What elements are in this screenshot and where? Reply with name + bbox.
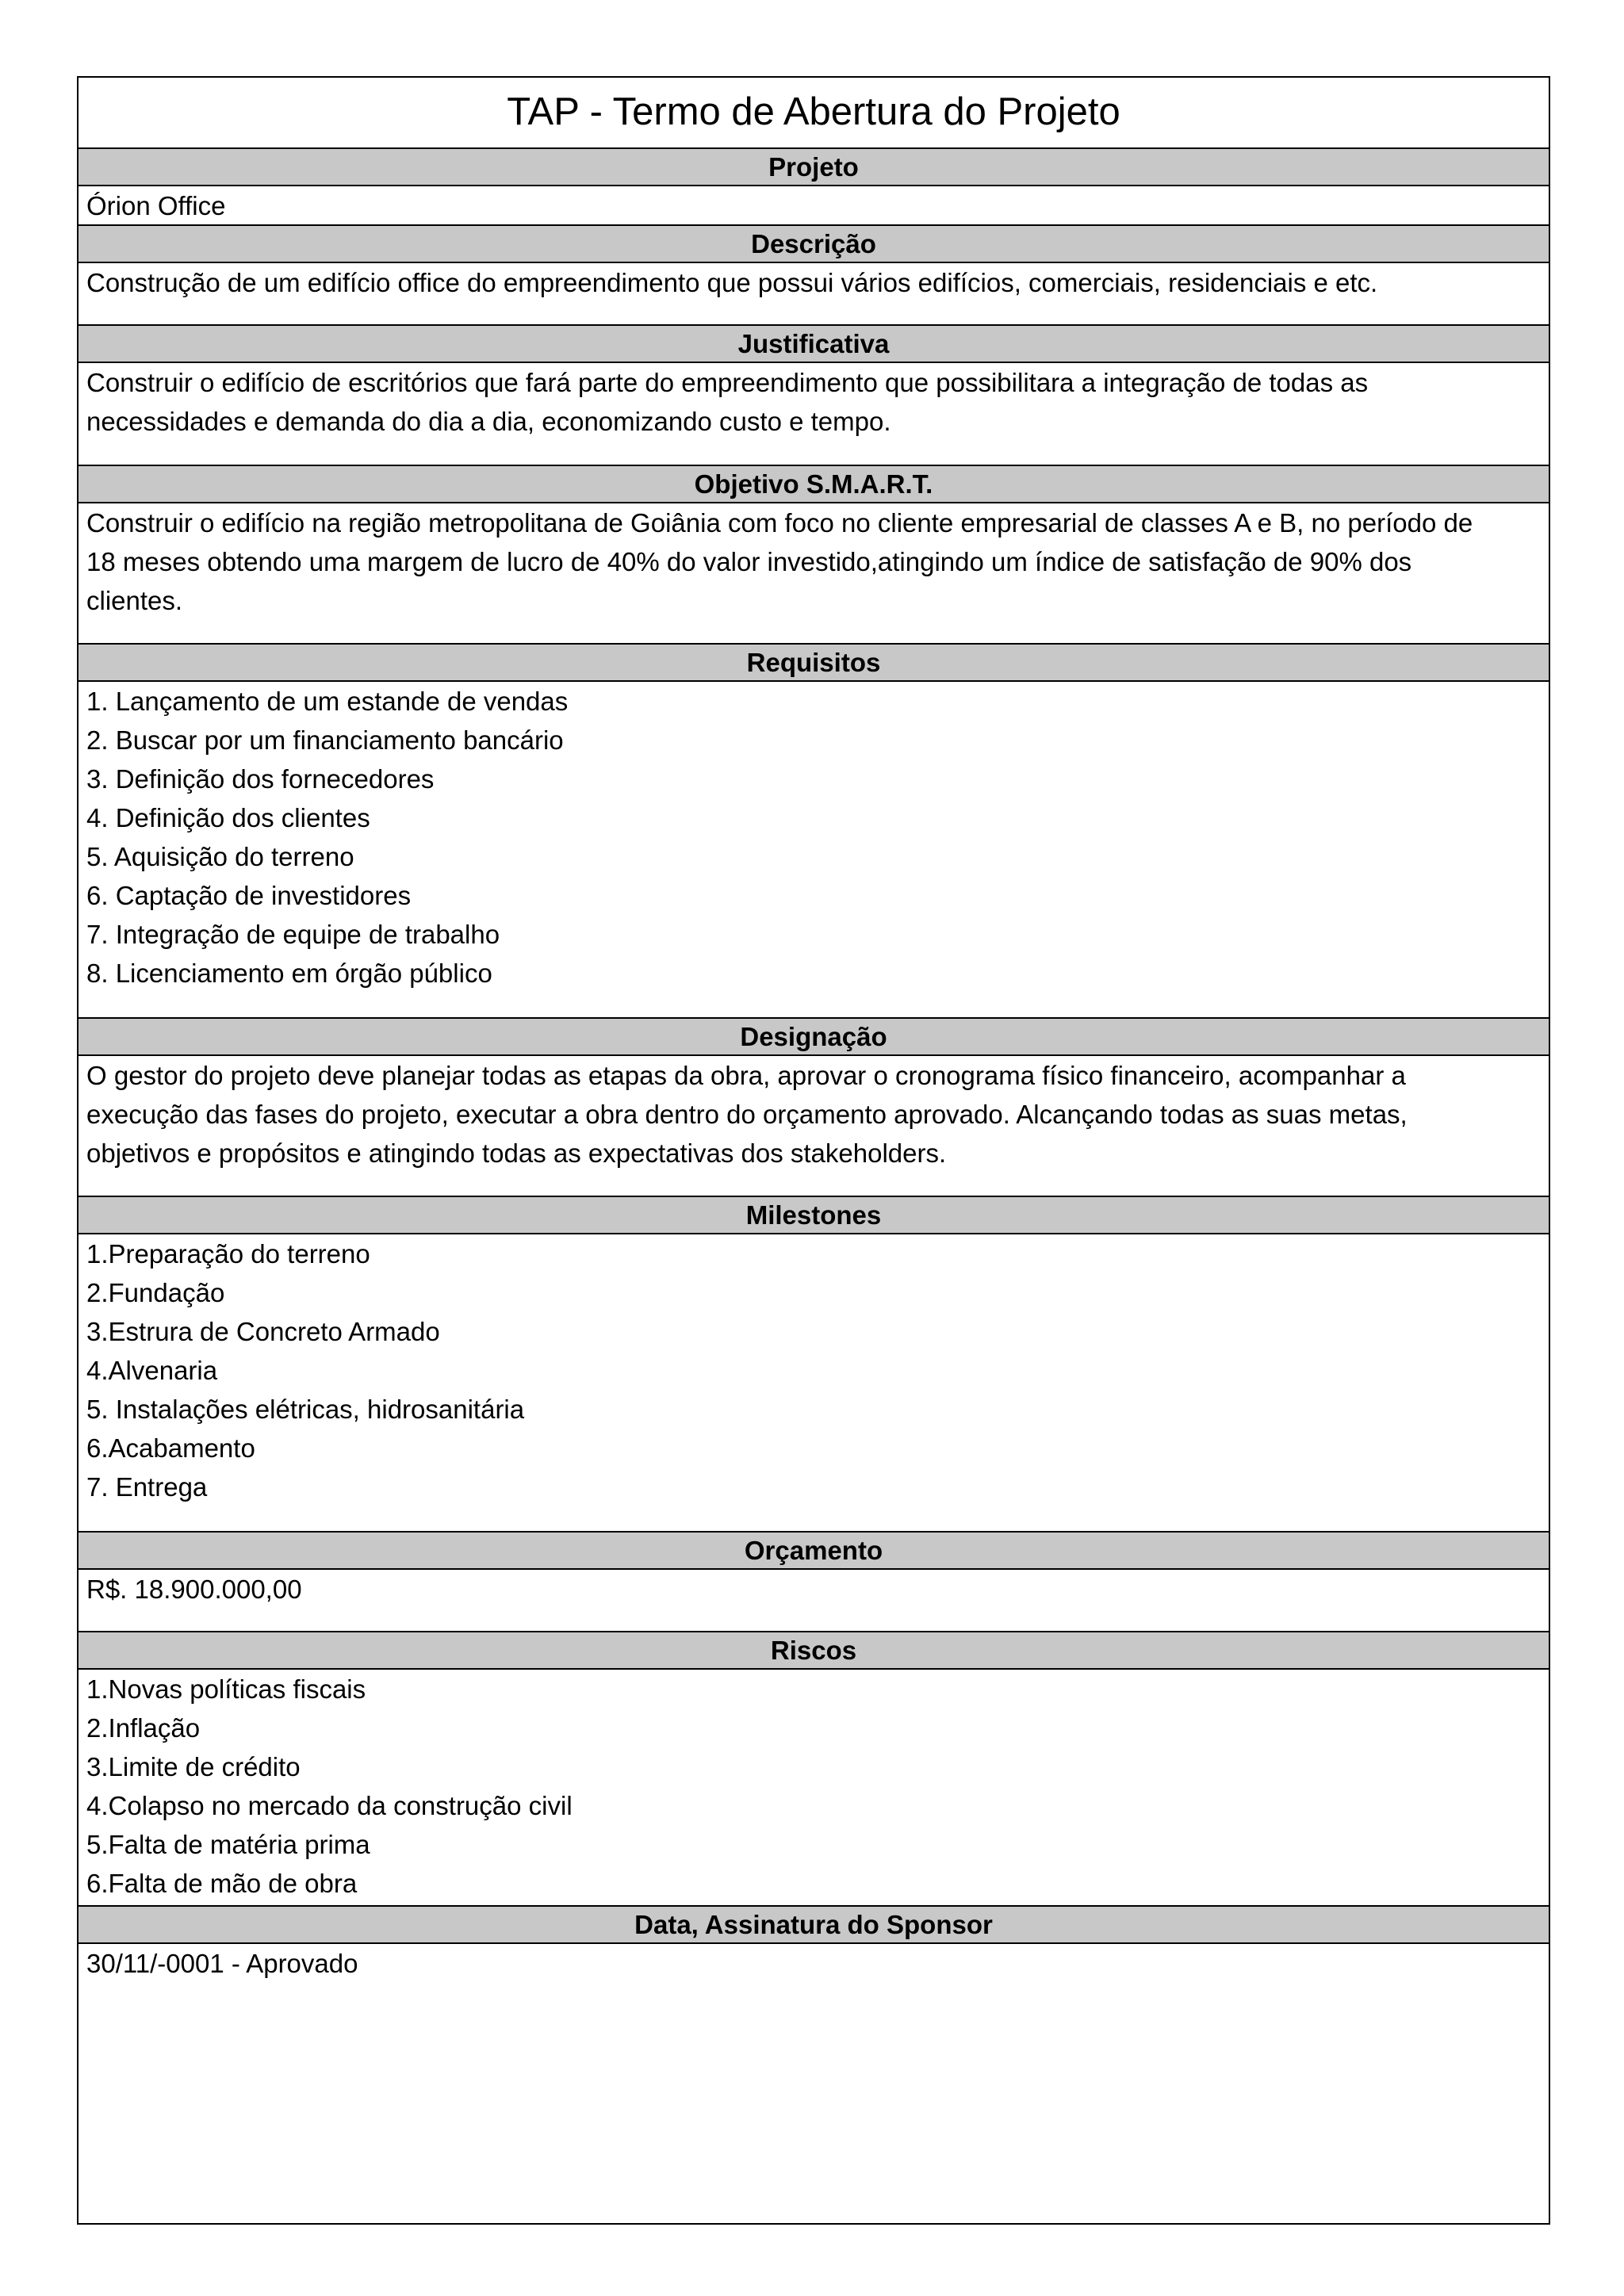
section-header-riscos: Riscos — [79, 1631, 1549, 1670]
description-text: Construção de um edifício office do empreendimento que possui vários edifícios, comerciais, residenciais e etc. — [86, 268, 1378, 297]
section-header-justificativa: Justificativa — [79, 324, 1549, 363]
section-header-requisitos: Requisitos — [79, 643, 1549, 682]
designation-line: execução das fases do projeto, executar a obra dentro do orçamento aprovado. Alcançando todas as suas metas, — [86, 1100, 1408, 1129]
section-header-milestones: Milestones — [79, 1196, 1549, 1234]
requirement-item: 6. Captação de investidores — [86, 881, 412, 910]
justification-line: necessidades e demanda do dia a dia, economizando custo e tempo. — [86, 407, 891, 436]
requirement-item: 1. Lançamento de um estande de vendas — [86, 687, 569, 716]
section-orcamento — [79, 1531, 1549, 1631]
risk-item: 1.Novas políticas fiscais — [86, 1674, 366, 1704]
requirement-item: 7. Integração de equipe de trabalho — [86, 920, 500, 949]
risk-item: 2.Inflação — [86, 1713, 201, 1743]
section-projeto — [79, 147, 1549, 224]
section-designacao — [79, 1017, 1549, 1196]
section-milestones — [79, 1196, 1549, 1531]
section-content-objetivo — [79, 503, 1549, 643]
document-title: TAP - Termo de Abertura do Projeto — [507, 90, 1120, 133]
budget-value: R$. 18.900.000,00 — [86, 1575, 302, 1604]
requirement-item: 5. Aquisição do terreno — [86, 842, 354, 871]
requirement-item: 2. Buscar por um financiamento bancário — [86, 725, 564, 755]
milestone-item: 5. Instalações elétricas, hidrosanitária — [86, 1395, 525, 1424]
risk-item: 4.Colapso no mercado da construção civil — [86, 1791, 573, 1820]
project-name: Órion Office — [86, 191, 226, 220]
section-content-justificativa — [79, 363, 1549, 465]
section-content-milestones — [79, 1234, 1549, 1531]
milestone-item: 7. Entrega — [86, 1472, 208, 1502]
sponsor-approval: 30/11/-0001 - Aprovado — [86, 1949, 358, 1978]
designation-line: objetivos e propósitos e atingindo todas as expectativas dos stakeholders. — [86, 1138, 947, 1168]
milestone-item: 2.Fundação — [86, 1278, 225, 1307]
risk-item: 5.Falta de matéria prima — [86, 1830, 370, 1859]
section-header-descricao: Descrição — [79, 224, 1549, 263]
milestone-item: 6.Acabamento — [86, 1433, 255, 1463]
project-charter-form — [77, 76, 1550, 2225]
section-content-requisitos — [79, 682, 1549, 1017]
section-content-orcamento — [79, 1570, 1549, 1631]
milestone-item: 1.Preparação do terreno — [86, 1239, 370, 1269]
designation-line: O gestor do projeto deve planejar todas as etapas da obra, aprovar o cronograma físico financeiro, acompanhar a — [86, 1061, 1406, 1090]
section-content-riscos — [79, 1670, 1549, 1905]
objective-line: 18 meses obtendo uma margem de lucro de 40% do valor investido,atingindo um índice de satisfação de 90% dos — [86, 547, 1412, 576]
objective-line: Construir o edifício na região metropolitana de Goiânia com foco no cliente empresarial de classes A e B, no período de — [86, 508, 1473, 538]
justification-line: Construir o edifício de escritórios que fará parte do empreendimento que possibilitara a integração de todas as — [86, 368, 1369, 397]
objective-line: clientes. — [86, 586, 183, 615]
risk-item: 6.Falta de mão de obra — [86, 1869, 358, 1898]
section-header-designacao: Designação — [79, 1017, 1549, 1056]
requirement-item: 4. Definição dos clientes — [86, 803, 370, 832]
requirement-item: 8. Licenciamento em órgão público — [86, 959, 492, 988]
section-justificativa — [79, 324, 1549, 465]
section-header-orcamento: Orçamento — [79, 1531, 1549, 1570]
section-sponsor — [79, 1905, 1549, 2223]
section-header-objetivo: Objetivo S.M.A.R.T. — [79, 465, 1549, 503]
section-objetivo — [79, 465, 1549, 643]
section-content-descricao — [79, 263, 1549, 324]
milestone-item: 3.Estrura de Concreto Armado — [86, 1317, 440, 1346]
section-header-projeto: Projeto — [79, 147, 1549, 186]
section-header-sponsor: Data, Assinatura do Sponsor — [79, 1905, 1549, 1944]
section-content-sponsor — [79, 1944, 1549, 2223]
section-content-projeto — [79, 186, 1549, 224]
section-riscos — [79, 1631, 1549, 1905]
section-requisitos — [79, 643, 1549, 1017]
requirement-item: 3. Definição dos fornecedores — [86, 764, 435, 794]
risk-item: 3.Limite de crédito — [86, 1752, 301, 1781]
section-descricao — [79, 224, 1549, 324]
milestone-item: 4.Alvenaria — [86, 1356, 218, 1385]
section-content-designacao — [79, 1056, 1549, 1196]
